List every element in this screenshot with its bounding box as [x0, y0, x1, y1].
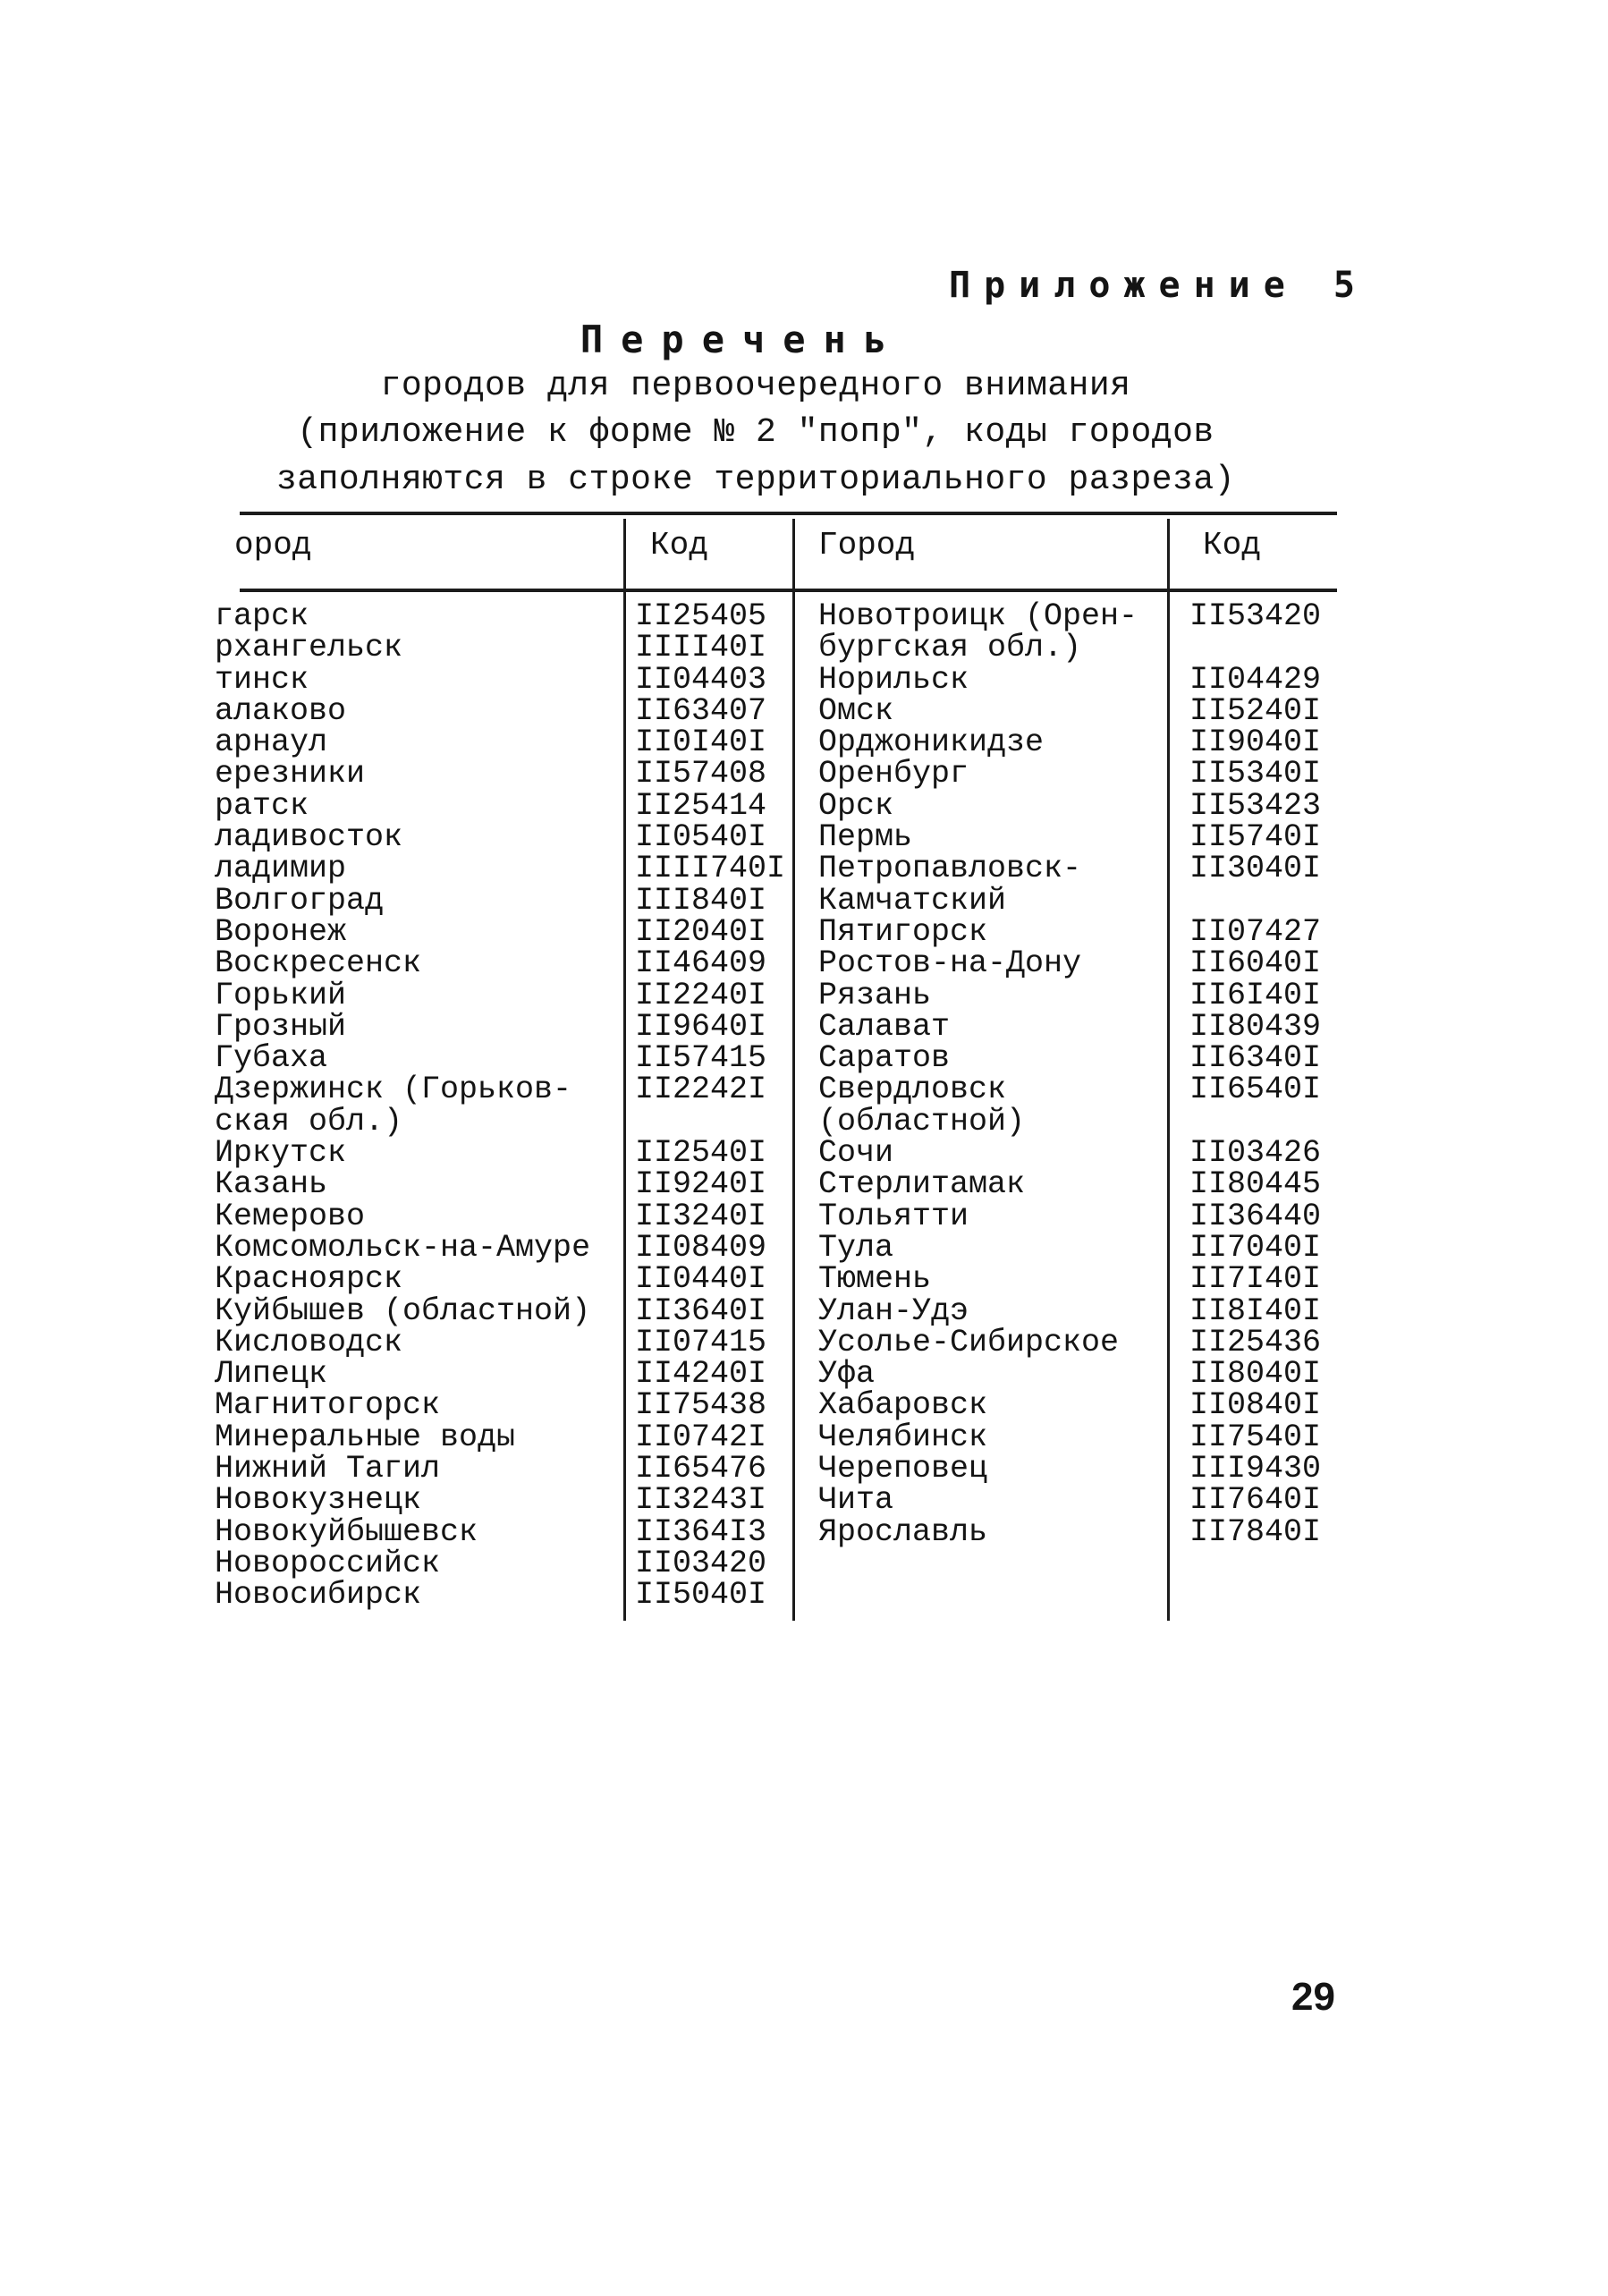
left-city-cell: Горький: [215, 977, 347, 1013]
right-code-cell: II80439: [1189, 1008, 1322, 1045]
right-code-cell: II6I40I: [1189, 977, 1322, 1013]
left-city-cell: Кемерово: [215, 1198, 366, 1234]
left-code-cell: II75438: [635, 1387, 767, 1424]
right-city-cell: Челябинск: [818, 1419, 988, 1455]
column-divider-2: [792, 519, 795, 1621]
column-header-city-right: Город: [818, 527, 916, 563]
right-code-cell: II5240I: [1189, 692, 1322, 729]
right-city-cell: Череповец: [818, 1451, 988, 1487]
right-city-cell: Саратов: [818, 1040, 951, 1077]
left-city-cell: Комсомольск-на-Амуре: [215, 1229, 591, 1266]
right-code-cell: II6540I: [1189, 1072, 1322, 1108]
right-code-cell: II25436: [1189, 1324, 1322, 1360]
left-city-cell: Казань: [215, 1166, 328, 1203]
document-title: Перечень: [580, 318, 905, 361]
left-city-cell: Новокуйбышевск: [215, 1513, 478, 1550]
right-city-cell: Стерлитамак: [818, 1166, 1026, 1203]
left-code-cell: II3243I: [635, 1482, 767, 1519]
right-city-cell: Свердловск: [818, 1072, 1007, 1108]
right-city-cell: Улан-Удэ: [818, 1292, 969, 1329]
left-code-cell: II25414: [635, 787, 767, 824]
left-code-cell: II9640I: [635, 1008, 767, 1045]
right-code-cell: [1189, 885, 1333, 917]
left-code-cell: II2242I: [635, 1072, 767, 1108]
left-city-cell: тинск: [215, 661, 309, 698]
left-code-cell: II65476: [635, 1451, 767, 1487]
left-city-cell: Липецк: [215, 1356, 328, 1393]
left-code-cell: II0742I: [635, 1419, 767, 1455]
right-code-cell: II7540I: [1189, 1419, 1322, 1455]
right-city-cell: Омск: [818, 692, 894, 729]
left-city-cell: Волгоград: [215, 882, 385, 919]
left-city-cell: ратск: [215, 787, 309, 824]
right-city-cell: Петропавловск-: [818, 851, 1082, 887]
page-number: 29: [1291, 1975, 1335, 2019]
right-code-cell: II5340I: [1189, 756, 1322, 792]
left-code-cell: II4240I: [635, 1356, 767, 1393]
left-code-cell: [635, 1106, 776, 1138]
right-code-cell: II03426: [1189, 1135, 1322, 1172]
right-city-cell: Камчатский: [818, 882, 1007, 919]
left-city-cell: Красноярск: [215, 1261, 403, 1298]
right-city-cell: Оренбург: [818, 756, 969, 792]
right-city-cell: (областной): [818, 1103, 1026, 1140]
right-city-cell: Ростов-на-Дону: [818, 945, 1082, 982]
left-city-cell: ладивосток: [215, 819, 403, 856]
right-code-cell: II53420: [1189, 598, 1322, 634]
right-city-cell: Рязань: [818, 977, 932, 1013]
column-header-code-left: Код: [650, 527, 708, 563]
right-city-cell: Чита: [818, 1482, 894, 1519]
left-code-cell: II25405: [635, 598, 767, 634]
subtitle-line-3: заполняются в строке территориального разреза): [276, 461, 1235, 499]
right-city-cell: Усолье-Сибирское: [818, 1324, 1120, 1360]
right-city-cell: Сочи: [818, 1135, 894, 1172]
right-city-cell: Хабаровск: [818, 1387, 988, 1424]
left-code-column: [635, 598, 786, 1614]
right-city-cell: Ярославль: [818, 1513, 988, 1548]
right-code-cell: II7840I: [1189, 1513, 1322, 1550]
left-city-cell: ская обл.): [215, 1103, 403, 1140]
column-divider-3: [1167, 519, 1170, 1621]
left-city-cell: Воскресенск: [215, 945, 422, 982]
right-code-cell: III9430: [1189, 1451, 1322, 1487]
right-city-cell: Новотроицк (Орен-: [818, 601, 1138, 634]
left-city-cell: Кисловодск: [215, 1324, 403, 1360]
left-city-cell: Дзержинск (Горьков-: [215, 1072, 572, 1108]
left-city-cell: Иркутск: [215, 1135, 347, 1172]
right-code-cell: II04429: [1189, 661, 1322, 698]
right-city-cell: Салават: [818, 1008, 951, 1045]
right-code-cell: II6040I: [1189, 945, 1322, 982]
left-code-cell: II57408: [635, 756, 767, 792]
right-code-cell: [1189, 1106, 1333, 1138]
right-code-cell: II80445: [1189, 1166, 1322, 1203]
left-code-cell: III840I: [635, 882, 767, 919]
left-city-cell: Нижний Тагил: [215, 1451, 441, 1487]
left-city-cell: ладимир: [215, 851, 347, 887]
subtitle-line-2: (приложение к форме № 2 "попр", коды городов: [297, 413, 1214, 452]
right-code-cell: II3040I: [1189, 851, 1322, 887]
left-city-cell: арнаул: [215, 724, 328, 761]
left-code-cell: II0I40I: [635, 724, 767, 761]
right-code-cell: II07427: [1189, 913, 1322, 950]
left-code-cell: II03420: [635, 1545, 767, 1581]
left-code-cell: II57415: [635, 1040, 767, 1077]
left-code-cell: II2540I: [635, 1135, 767, 1172]
left-city-cell: гарск: [215, 601, 309, 634]
left-code-cell: II2240I: [635, 977, 767, 1013]
right-code-cell: [1189, 632, 1333, 664]
right-code-cell: II9040I: [1189, 724, 1322, 761]
right-city-cell: Пермь: [818, 819, 913, 856]
left-code-cell: II07415: [635, 1324, 767, 1360]
left-code-cell: II364I3: [635, 1513, 767, 1550]
left-code-cell: II2040I: [635, 913, 767, 950]
left-city-cell: ерезники: [215, 756, 366, 792]
left-code-cell: II46409: [635, 945, 767, 982]
left-city-cell: Магнитогорск: [215, 1387, 441, 1424]
left-city-cell: Грозный: [215, 1008, 347, 1045]
right-code-cell: II7040I: [1189, 1229, 1322, 1266]
left-code-cell: II9240I: [635, 1166, 767, 1203]
right-city-cell: Уфа: [818, 1356, 876, 1393]
left-code-cell: IIII740I: [635, 851, 786, 887]
right-city-column: [818, 601, 1158, 1548]
left-code-cell: II0540I: [635, 819, 767, 856]
right-code-cell: II53423: [1189, 787, 1322, 824]
right-city-cell: Орджоникидзе: [818, 724, 1045, 761]
right-code-cell: II8I40I: [1189, 1292, 1322, 1329]
right-code-cell: II5740I: [1189, 819, 1322, 856]
right-code-cell: II8040I: [1189, 1356, 1322, 1393]
right-city-cell: Пятигорск: [818, 913, 988, 950]
left-city-cell: Новороссийск: [215, 1545, 441, 1581]
left-city-column: [215, 601, 619, 1612]
left-city-cell: Губаха: [215, 1040, 328, 1077]
column-header-code-right: Код: [1203, 527, 1261, 563]
column-header-city-left: ород: [234, 527, 312, 563]
left-code-cell: IIII40I: [635, 630, 767, 666]
right-code-cell: II6340I: [1189, 1040, 1322, 1077]
left-city-cell: алаково: [215, 692, 347, 729]
subtitle-line-1: городов для первоочередного внимания: [380, 367, 1131, 405]
left-city-cell: рхангельск: [215, 630, 403, 666]
right-city-cell: Тюмень: [818, 1261, 932, 1298]
column-divider-1: [623, 519, 626, 1621]
appendix-label: Приложение 5: [949, 265, 1368, 306]
right-city-cell: Тула: [818, 1229, 894, 1266]
left-code-cell: II0440I: [635, 1261, 767, 1298]
right-code-cell: II7640I: [1189, 1482, 1322, 1519]
left-city-cell: Новокузнецк: [215, 1482, 422, 1519]
left-code-cell: II63407: [635, 692, 767, 729]
right-city-cell: Орск: [818, 787, 894, 824]
right-code-cell: II0840I: [1189, 1387, 1322, 1424]
table-header-rule: [240, 589, 1337, 592]
left-city-cell: Куйбышев (областной): [215, 1292, 591, 1329]
right-code-cell: II36440: [1189, 1198, 1322, 1234]
right-code-column: [1189, 598, 1333, 1550]
left-city-cell: Минеральные воды: [215, 1419, 516, 1455]
right-city-cell: Норильск: [818, 661, 969, 698]
left-code-cell: II08409: [635, 1229, 767, 1266]
left-code-cell: II3640I: [635, 1292, 767, 1329]
left-code-cell: II3240I: [635, 1198, 767, 1234]
left-city-cell: Воронеж: [215, 913, 347, 950]
right-code-cell: II7I40I: [1189, 1261, 1322, 1298]
right-city-cell: бургская обл.): [818, 630, 1082, 666]
table-top-rule: [240, 512, 1337, 515]
left-city-cell: Новосибирск: [215, 1577, 422, 1612]
left-code-cell: II5040I: [635, 1577, 767, 1614]
left-code-cell: II04403: [635, 661, 767, 698]
right-city-cell: Тольятти: [818, 1198, 969, 1234]
